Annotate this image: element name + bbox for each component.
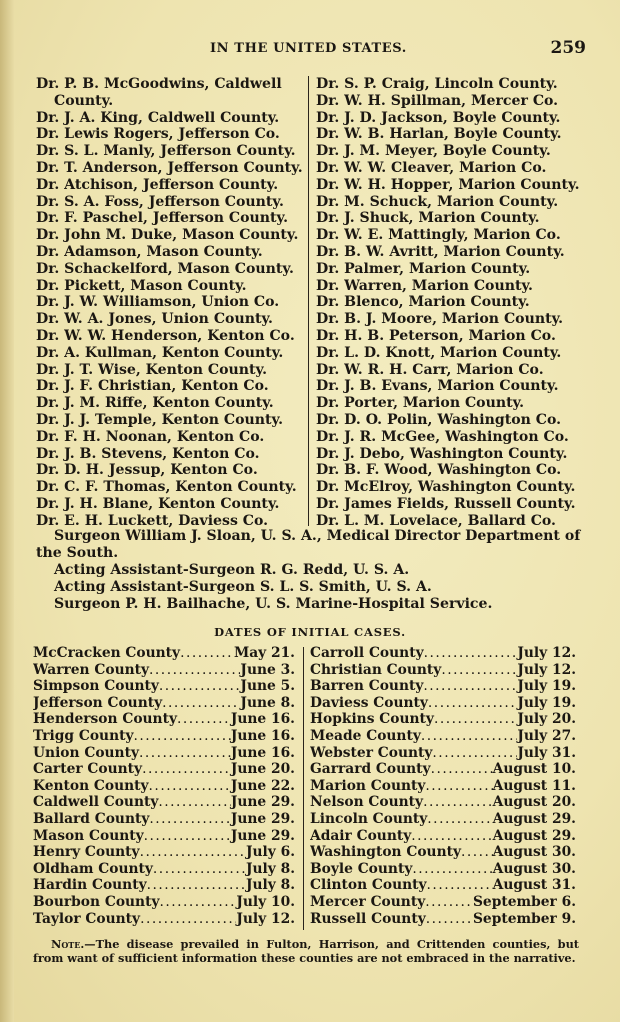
dates-table bbox=[33, 645, 578, 935]
physician-entry: Dr. W. A. Jones, Union County. bbox=[36, 311, 273, 328]
footnote-label: Note. bbox=[51, 937, 85, 951]
case-date: July 19. bbox=[517, 694, 576, 711]
county-name: Union County bbox=[33, 744, 139, 761]
footnote bbox=[33, 937, 579, 965]
date-row bbox=[33, 811, 295, 828]
case-date: June 3. bbox=[240, 661, 295, 678]
physician-entry: Dr. W. R. H. Carr, Marion Co. bbox=[316, 361, 544, 378]
county-name: Oldham County bbox=[33, 860, 153, 877]
date-row bbox=[33, 678, 295, 695]
physician-entry: Dr. J. M. Meyer, Boyle County. bbox=[316, 143, 551, 160]
county-name: Mercer County bbox=[310, 893, 426, 910]
leader-dots bbox=[461, 844, 493, 861]
physician-entry: Dr. Adamson, Mason County. bbox=[36, 243, 263, 260]
physician-list bbox=[36, 76, 586, 528]
leader-dots bbox=[424, 645, 518, 662]
county-name: Garrard County bbox=[310, 761, 431, 778]
physician-entry: Dr. J. H. Blane, Kenton County. bbox=[36, 495, 280, 512]
physician-entry: Dr. James Fields, Russell County. bbox=[316, 495, 576, 512]
date-row bbox=[33, 728, 295, 745]
county-name: Jefferson County bbox=[33, 694, 163, 711]
physician-entry: Dr. Atchison, Jefferson County. bbox=[36, 176, 279, 193]
physician-entry: Dr. W. H. Hopper, Marion County. bbox=[316, 176, 580, 193]
physician-column-right bbox=[316, 76, 586, 530]
case-date: June 20. bbox=[230, 761, 295, 778]
case-date: August 30. bbox=[492, 844, 576, 861]
county-name: Bourbon County bbox=[33, 893, 160, 910]
county-name: Caldwell County bbox=[33, 794, 159, 811]
date-row bbox=[310, 711, 576, 728]
case-date: June 29. bbox=[230, 827, 295, 844]
case-date: August 30. bbox=[492, 860, 576, 877]
physician-entry: Dr. J. B. Stevens, Kenton Co. bbox=[36, 445, 260, 462]
physician-entry: Dr. J. J. Temple, Kenton County. bbox=[36, 411, 283, 428]
county-name: Marion County bbox=[310, 777, 426, 794]
physician-entry: Dr. A. Kullman, Kenton County. bbox=[36, 344, 284, 361]
leader-dots bbox=[412, 861, 492, 878]
physician-entry: Dr. J. A. King, Caldwell County. bbox=[36, 109, 280, 126]
leader-dots bbox=[434, 711, 517, 728]
physician-entry: Dr. Porter, Marion County. bbox=[316, 395, 525, 412]
county-name: Hardin County bbox=[33, 877, 147, 894]
leader-dots bbox=[149, 811, 230, 828]
county-name: Russell County bbox=[310, 910, 426, 927]
physician-entry: Dr. L. M. Lovelace, Ballard Co. bbox=[316, 512, 556, 529]
case-date: July 6. bbox=[245, 844, 295, 861]
leader-dots bbox=[421, 728, 518, 745]
date-row bbox=[33, 745, 295, 762]
dates-column-left bbox=[33, 645, 295, 927]
county-name: Mason County bbox=[33, 827, 144, 844]
case-date: July 27. bbox=[517, 727, 576, 744]
leader-dots bbox=[162, 695, 240, 712]
case-date: August 10. bbox=[492, 761, 576, 778]
leader-dots bbox=[180, 645, 234, 662]
physician-entry: Dr. S. L. Manly, Jefferson County. bbox=[36, 143, 296, 160]
case-date: July 31. bbox=[517, 744, 576, 761]
leader-dots bbox=[134, 728, 231, 745]
physician-entry: Dr. F. Paschel, Jefferson County. bbox=[36, 210, 288, 227]
county-name: Taylor County bbox=[33, 910, 141, 927]
date-row bbox=[33, 794, 295, 811]
county-name: Ballard County bbox=[33, 810, 150, 827]
column-divider bbox=[303, 647, 304, 930]
physician-entry: Dr. B. J. Moore, Marion County. bbox=[316, 311, 564, 328]
date-row bbox=[310, 811, 576, 828]
case-date: July 8. bbox=[245, 860, 295, 877]
case-date: August 11. bbox=[492, 777, 576, 794]
leader-dots bbox=[425, 778, 492, 795]
physician-entry: Dr. Schackelford, Mason County. bbox=[36, 260, 294, 277]
case-date: July 20. bbox=[517, 711, 576, 728]
surgeon-line: Surgeon P. H. Bailhache, U. S. Marine-Hospital Service. bbox=[54, 596, 493, 612]
case-date: August 29. bbox=[492, 810, 576, 827]
physician-entry: Dr. W. B. Harlan, Boyle County. bbox=[316, 126, 562, 143]
date-row bbox=[310, 662, 576, 679]
physician-entry: Dr. P. B. McGoodwins, Caldwell bbox=[36, 76, 282, 92]
case-date: July 12. bbox=[517, 661, 576, 678]
physician-entry: Dr. Warren, Marion County. bbox=[316, 277, 533, 294]
physician-entry: Dr. C. F. Thomas, Kenton County. bbox=[36, 479, 297, 496]
surgeon-line: Surgeon William J. Sloan, U. S. A., Medical Director Department of bbox=[54, 528, 581, 544]
case-date: August 29. bbox=[492, 827, 576, 844]
physician-entry: Dr. John M. Duke, Mason County. bbox=[36, 227, 299, 244]
physician-entry: Dr. J. Debo, Washington County. bbox=[316, 445, 568, 462]
date-row bbox=[310, 695, 576, 712]
case-date: July 10. bbox=[236, 893, 295, 910]
physician-entry: Dr. F. H. Noonan, Kenton Co. bbox=[36, 428, 265, 445]
date-row bbox=[33, 828, 295, 845]
date-row bbox=[310, 911, 576, 928]
physician-entry: Dr. B. W. Avritt, Marion County. bbox=[316, 243, 565, 260]
leader-dots bbox=[142, 761, 231, 778]
physician-entry: Dr. J. R. McGee, Washington Co. bbox=[316, 428, 569, 445]
physician-entry: Dr. J. F. Christian, Kenton Co. bbox=[36, 378, 269, 395]
page-header bbox=[0, 38, 620, 60]
surgeon-list bbox=[36, 528, 596, 613]
date-row bbox=[33, 645, 295, 662]
leader-dots bbox=[428, 695, 517, 712]
physician-column-left bbox=[36, 76, 304, 530]
physician-entry: Dr. B. F. Wood, Washington Co. bbox=[316, 462, 562, 479]
date-row bbox=[33, 894, 295, 911]
county-name: Carroll County bbox=[310, 645, 424, 661]
county-name: Webster County bbox=[310, 744, 433, 761]
physician-entry: Dr. S. A. Foss, Jefferson County. bbox=[36, 193, 284, 210]
date-row bbox=[310, 844, 576, 861]
physician-entry: Dr. W. H. Spillman, Mercer Co. bbox=[316, 92, 559, 109]
date-row bbox=[310, 761, 576, 778]
physician-entry: Dr. J. W. Williamson, Union Co. bbox=[36, 294, 280, 311]
county-name: Carter County bbox=[33, 761, 143, 778]
running-head: IN THE UNITED STATES. bbox=[210, 41, 407, 56]
county-name: Simpson County bbox=[33, 678, 159, 695]
county-name: Nelson County bbox=[310, 794, 424, 811]
physician-entry: Dr. Palmer, Marion County. bbox=[316, 260, 531, 277]
date-row bbox=[33, 711, 295, 728]
county-name: Meade County bbox=[310, 727, 421, 744]
case-date: June 16. bbox=[230, 744, 295, 761]
date-row bbox=[310, 828, 576, 845]
case-date: June 29. bbox=[230, 810, 295, 827]
surgeon-line: Acting Assistant-Surgeon S. L. S. Smith, U. S. A. bbox=[54, 579, 432, 595]
date-row bbox=[310, 894, 576, 911]
dates-section-title: DATES OF INITIAL CASES. bbox=[214, 625, 406, 639]
leader-dots bbox=[140, 911, 236, 928]
leader-dots bbox=[158, 794, 230, 811]
county-name: Clinton County bbox=[310, 877, 427, 894]
case-date: June 5. bbox=[240, 678, 295, 695]
physician-entry: Dr. H. B. Peterson, Marion Co. bbox=[316, 327, 556, 344]
county-name: Lincoln County bbox=[310, 810, 428, 827]
leader-dots bbox=[432, 745, 517, 762]
county-name: Kenton County bbox=[33, 777, 149, 794]
physician-entry: Dr. W. E. Mattingly, Marion Co. bbox=[316, 227, 561, 244]
physician-entry: Dr. Blenco, Marion County. bbox=[316, 294, 530, 311]
case-date: June 16. bbox=[230, 711, 295, 728]
surgeon-line: Acting Assistant-Surgeon R. G. Redd, U. S. A. bbox=[54, 562, 410, 578]
date-row bbox=[33, 778, 295, 795]
county-name: Henry County bbox=[33, 844, 140, 861]
date-row bbox=[33, 662, 295, 679]
physician-entry: Dr. J. D. Jackson, Boyle County. bbox=[316, 109, 561, 126]
case-date: August 31. bbox=[492, 877, 576, 894]
surgeon-line: the South. bbox=[36, 545, 119, 561]
county-name: Hopkins County bbox=[310, 711, 434, 728]
physician-entry: Dr. Pickett, Mason County. bbox=[36, 277, 247, 294]
date-row bbox=[310, 794, 576, 811]
physician-entry: Dr. Lewis Rogers, Jefferson Co. bbox=[36, 126, 280, 143]
physician-entry: Dr. D. O. Polin, Washington Co. bbox=[316, 411, 562, 428]
case-date: September 9. bbox=[472, 910, 576, 927]
county-name: Adair County bbox=[310, 827, 412, 844]
case-date: June 16. bbox=[230, 727, 295, 744]
county-name: Trigg County bbox=[33, 727, 134, 744]
date-row bbox=[310, 778, 576, 795]
page-number: 259 bbox=[550, 38, 586, 58]
leader-dots bbox=[426, 911, 473, 928]
physician-entry: Dr. J. Shuck, Marion County. bbox=[316, 210, 540, 227]
footnote-body: —The disease prevailed in Fulton, Harrison, and Crittenden counties, but from want of sufficient information these counties are not embraced in the narrative. bbox=[33, 937, 579, 965]
date-row bbox=[310, 728, 576, 745]
date-row bbox=[33, 877, 295, 894]
date-row bbox=[310, 877, 576, 894]
case-date: July 12. bbox=[236, 910, 295, 927]
leader-dots bbox=[144, 828, 231, 845]
leader-dots bbox=[423, 678, 517, 695]
leader-dots bbox=[159, 678, 241, 695]
date-row bbox=[310, 861, 576, 878]
leader-dots bbox=[140, 844, 246, 861]
leader-dots bbox=[423, 794, 493, 811]
dates-column-right bbox=[310, 645, 576, 927]
date-row bbox=[33, 861, 295, 878]
county-name: McCracken County bbox=[33, 645, 181, 661]
leader-dots bbox=[153, 861, 246, 878]
date-row bbox=[33, 761, 295, 778]
physician-entry: Dr. L. D. Knott, Marion County. bbox=[316, 344, 562, 361]
column-divider bbox=[308, 76, 309, 526]
county-name: Boyle County bbox=[310, 860, 413, 877]
leader-dots bbox=[159, 894, 236, 911]
date-row bbox=[310, 645, 576, 662]
leader-dots bbox=[427, 811, 492, 828]
physician-entry: Dr. E. H. Luckett, Daviess Co. bbox=[36, 512, 269, 529]
footnote-text bbox=[33, 937, 579, 965]
physician-entry: Dr. J. M. Riffe, Kenton County. bbox=[36, 395, 274, 412]
physician-entry: County. bbox=[54, 92, 114, 109]
physician-entry: Dr. T. Anderson, Jefferson County. bbox=[36, 159, 303, 176]
county-name: Christian County bbox=[310, 661, 442, 678]
county-name: Washington County bbox=[310, 844, 461, 861]
physician-entry: Dr. M. Schuck, Marion County. bbox=[316, 193, 559, 210]
page-gutter-shadow bbox=[0, 0, 14, 1022]
case-date: May 21. bbox=[233, 645, 295, 661]
county-name: Henderson County bbox=[33, 711, 177, 728]
county-name: Warren County bbox=[33, 661, 150, 678]
case-date: July 12. bbox=[517, 645, 576, 661]
date-row bbox=[33, 844, 295, 861]
date-row bbox=[310, 745, 576, 762]
leader-dots bbox=[139, 745, 231, 762]
case-date: June 8. bbox=[240, 694, 295, 711]
leader-dots bbox=[411, 828, 492, 845]
case-date: June 29. bbox=[230, 794, 295, 811]
county-name: Daviess County bbox=[310, 694, 428, 711]
physician-entry: Dr. D. H. Jessup, Kenton Co. bbox=[36, 462, 258, 479]
county-name: Barren County bbox=[310, 678, 424, 695]
leader-dots bbox=[149, 778, 231, 795]
date-row bbox=[33, 695, 295, 712]
case-date: September 6. bbox=[472, 893, 576, 910]
leader-dots bbox=[177, 711, 231, 728]
leader-dots bbox=[431, 761, 493, 778]
case-date: July 19. bbox=[517, 678, 576, 695]
leader-dots bbox=[427, 877, 493, 894]
date-row bbox=[310, 678, 576, 695]
physician-entry: Dr. J. T. Wise, Kenton County. bbox=[36, 361, 268, 378]
leader-dots bbox=[441, 662, 517, 679]
physician-entry: Dr. W. W. Cleaver, Marion Co. bbox=[316, 159, 547, 176]
physician-entry: Dr. McElroy, Washington County. bbox=[316, 479, 576, 496]
leader-dots bbox=[425, 894, 473, 911]
leader-dots bbox=[149, 662, 240, 679]
case-date: July 8. bbox=[245, 877, 295, 894]
physician-entry: Dr. S. P. Craig, Lincoln County. bbox=[316, 76, 558, 92]
case-date: August 20. bbox=[492, 794, 576, 811]
physician-entry: Dr. W. W. Henderson, Kenton Co. bbox=[36, 327, 295, 344]
case-date: June 22. bbox=[230, 777, 295, 794]
physician-entry: Dr. J. B. Evans, Marion County. bbox=[316, 378, 559, 395]
leader-dots bbox=[147, 877, 246, 894]
date-row bbox=[33, 911, 295, 928]
